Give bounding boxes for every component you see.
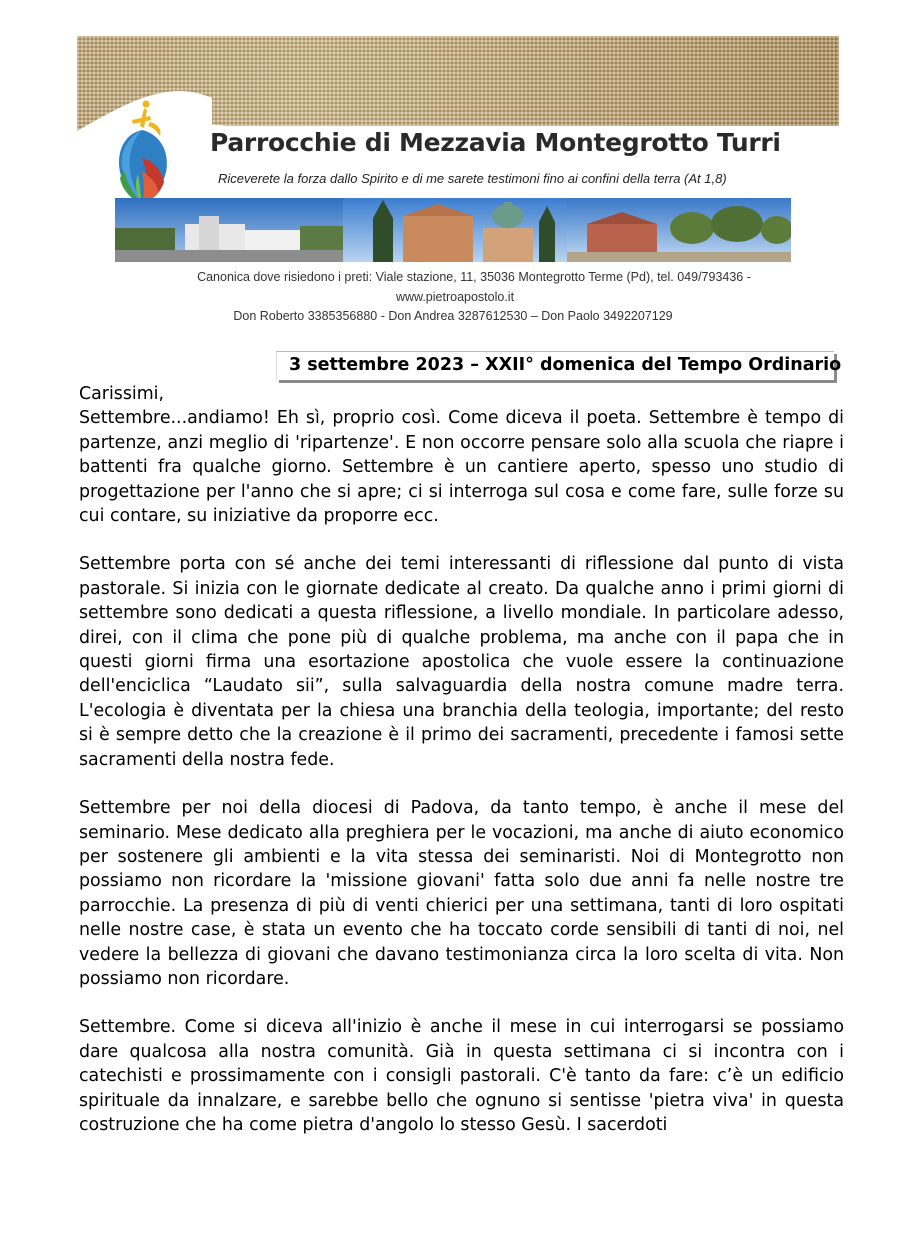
parish-title: Parrocchie di Mezzavia Montegrotto Turri [210,128,781,157]
letter-paragraph: Settembre. Come si diceva all'inizio è anche il mese in cui interrogarsi se possiamo dare qualcosa alla nostra comunità. Già in questa settimana ci si incontra con i catechisti e prossimamente con i consigli pastorali. C'è tanto da fare: c’è un edificio spirituale da innalzare, e sarebbe bello che ognuno si sentisse 'pietra viva' in questa costruzione che ha come pietra d'angolo lo stesso Gesù. I sacerdoti [79,1017,844,1135]
parish-logo-icon [110,100,174,208]
church-photos-strip [115,198,791,262]
date-heading: 3 settembre 2023 – XXII° domenica del Tempo Ordinario [289,355,842,375]
letter-paragraph: Settembre...andiamo! Eh sì, proprio così. Come diceva il poeta. Settembre è tempo di partenze, anzi meglio di 'ripartenze'. E non occorre pensare solo alla scuola che riapre i battenti fra qualche giorno. Settembre è un cantiere aperto, spesso uno studio di progettazione per l'anno che si apre; ci si interroga sul cosa e come fare, sulle forze su cui contare, su iniziative da proporre ecc. [79,408,844,527]
church-photo-turri [567,198,791,262]
contact-priests-phones: Don Roberto 3385356880 - Don Andrea 3287612530 – Don Paolo 3492207129 [233,309,673,323]
parish-motto: Riceverete la forza dallo Spirito e di me sarete testimoni fino ai confini della terra (At 1,8) [218,171,727,186]
letter-greeting: Carissimi, [79,384,165,404]
contact-address: Canonica dove risiedono i preti: Viale stazione, 11, 35036 Montegrotto Terme (Pd), tel. 049/793436 - [197,270,751,284]
church-photo-montegrotto [343,198,567,262]
letter-paragraph: Settembre per noi della diocesi di Padova, da tanto tempo, è anche il mese del seminario. Mese dedicato alla preghiera per le vocazioni, ma anche di aiuto economico per sostenere gli ambienti e la vita stessa dei seminaristi. Noi di Montegrotto non possiamo non ricordare la 'missione giovani' fatta solo due anni fa nelle nostre tre parrocchie. La presenza di più di venti chierici per una settimana, tanti di loro ospitati nelle nostre case, è stata un evento che ha toccato corde sensibili di tanti di noi, nel vedere la bellezza di giovani che davano testimonianza circa la loro scelta di vita. Non possiamo non ricordare. [79,798,844,989]
letter-paragraph: Settembre porta con sé anche dei temi interessanti di riflessione dal punto di vista pastorale. Si inizia con le giornate dedicate al creato. Da qualche anno i primi giorni di settembre sono dedicati a questa riflessione, a livello mondiale. In particolare adesso, direi, con il clima che pone più di qualche problema, ma anche con il papa che in questi giorni firma una esortazione apostolica che vuole essere la continuazione dell'enciclica “Laudato sii”, sulla salvaguardia della nostra comune madre terra. L'ecologia è diventata per la chiesa una branchia della teologia, importante; del resto si è sempre detto che la creazione è il primo dei sacramenti, precedente i famosi sette sacramenti della nostra fede. [79,554,844,770]
contact-website[interactable]: www.pietroapostolo.it [395,290,515,304]
letter-body [79,382,844,1161]
date-heading-box [276,351,842,380]
church-photo-mezzavia [115,198,343,262]
